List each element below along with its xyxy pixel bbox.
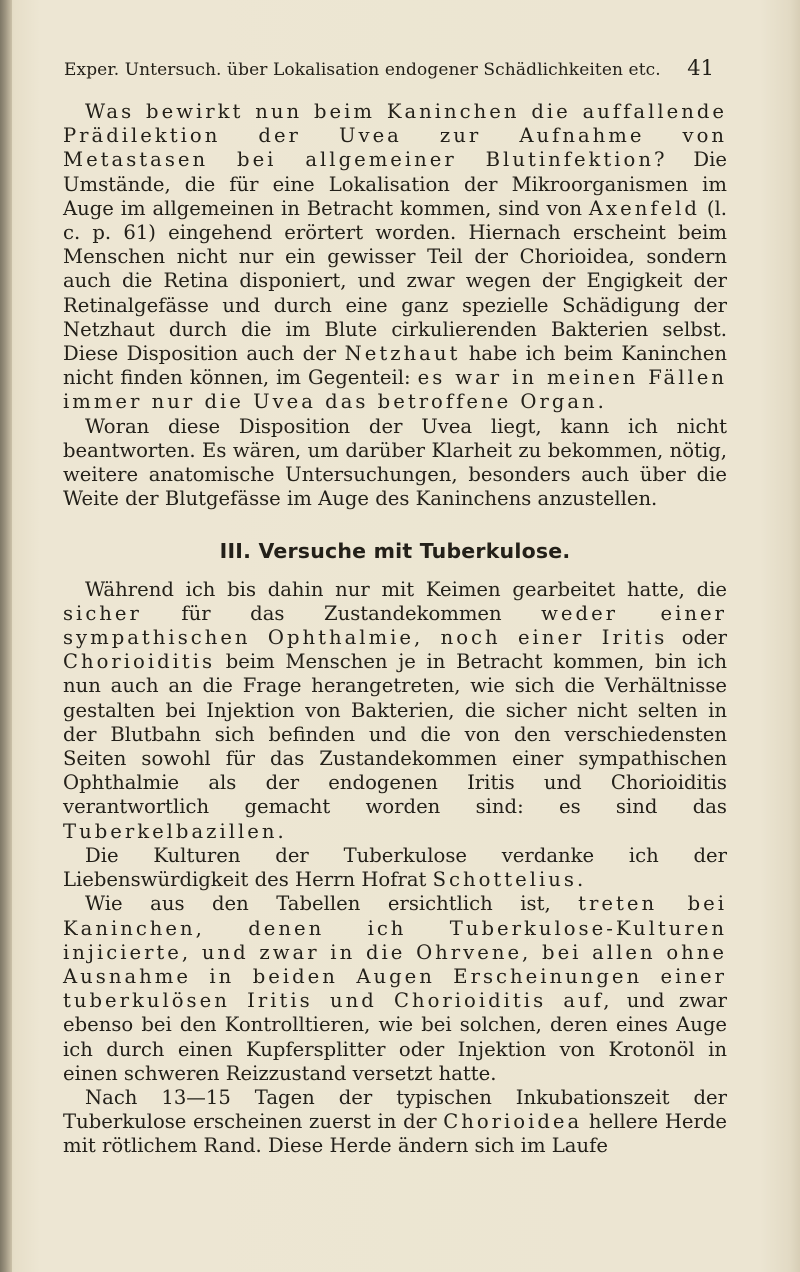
paragraph-5: [63, 892, 727, 1086]
page-header: [64, 56, 714, 90]
para1-text-c: habe ich beim Kaninchen nicht finden können, im Gegenteil:: [63, 342, 727, 390]
para3-spaced-c: Chorioiditis: [63, 650, 216, 674]
para6-text-a: Nach 13—15 Tagen der typischen Inkubationszeit der Tuberkulose erscheinen zuerst in der: [63, 1085, 727, 1134]
paragraph-2: Woran diese Disposition der Uvea liegt, kann ich nicht beantworten. Es wären, um darüber Klarheit zu bekommen, nötig, weitere anatomische Untersuchungen, besonders auch über die Weite der Blutgefässe im Auge des Kaninchens anzustellen.: [63, 414, 727, 511]
author-name-axenfeld: Axenfeld: [588, 196, 700, 220]
word-netzhaut: Netzhaut: [344, 342, 461, 366]
para1-text-a: Die Umstände, die für eine Lokalisation der Mikroorganismen im Auge im allgemeinen in Betracht kommen, sind von: [63, 148, 727, 220]
para4-text-a: Die Kulturen der Tuberkulose verdanke ich der Liebenswürdigkeit des Herrn Hofrat: [63, 843, 727, 892]
para3-text-c: oder: [667, 626, 728, 650]
author-name-schottelius: Schottelius.: [432, 868, 587, 892]
para5-text-b: und zwar ebenso bei den Kontrolltieren, wie bei solchen, deren eines Auge ich durch einen Kupfersplitter oder Injektion von Krotonöl in einen schweren Reizzustand versetzt hatte.: [63, 989, 727, 1085]
para6-text-b: hellere Herde mit rötlichem Rand. Diese Herde ändern sich im Laufe: [63, 1110, 728, 1158]
spaced-question: Was bewirkt nun beim Kaninchen die auffallende Prädilektion der Uvea zur Aufnahme von Metastasen bei allgemeiner Blutinfektion?: [63, 100, 727, 172]
paragraph-1: [63, 100, 727, 415]
body-text: [63, 100, 727, 1159]
para6-spaced-a: Chorioidea: [443, 1110, 583, 1134]
paragraph-4: [63, 844, 727, 892]
para3-text-d: beim Menschen je in Betracht kommen, bin ich nun auch an die Frage herangetreten, wie sich die Verhältnisse gestalten bei Injektion von Bakterien, die sicher nicht selten in der Blutbahn sich befinden und die von den verschiedensten Seiten sowohl für das Zustandekommen einer sympathischen Ophthalmie als der endogenen Iritis und Chorioiditis verantwortlich gemacht worden sind: es sind das: [63, 650, 727, 819]
para3-spaced-b: weder einer sympathischen Ophthalmie, noch einer Iritis: [63, 601, 727, 650]
paragraph-6: [63, 1086, 727, 1159]
para3-text-a: Während ich bis dahin nur mit Keimen gearbeitet hatte, die: [85, 577, 727, 601]
para1-text-b: (l. c. p. 61) eingehend erörtert worden. Hiernach erscheint beim Menschen nicht nur ein gewisser Teil der Chorioidea, sondern auch die Retina disponiert, und zwar wegen der Engigkeit der Retinalgefässe und durch eine ganz spezielle Schädigung der Netzhaut durch die im Blute cirkulierenden Bakterien selbst. Diese Disposition auch der: [63, 196, 727, 366]
spaced-uvea-statement: es war in meinen Fällen immer nur die Uvea das betroffene Organ.: [63, 366, 727, 414]
para5-text-a: Wie aus den Tabellen ersichtlich ist,: [85, 892, 579, 916]
para3-spaced-d: Tuberkelbazillen.: [63, 819, 287, 843]
section-heading: III. Versuche mit Tuberkulose.: [219, 539, 571, 564]
para3-text-b: für das Zustandekommen: [141, 601, 542, 625]
book-spine-shadow: [0, 0, 12, 1272]
para5-spaced-a: treten bei Kaninchen, denen ich Tuberkulose-Kulturen injicierte, und zwar in die Ohrvene, bei allen ohne Ausnahme in beiden Augen Erscheinungen einer tuberkulösen Iritis und Chorioiditis auf,: [63, 892, 727, 1013]
running-head: Exper. Untersuch. über Lokalisation endogener Schädlichkeiten etc.: [64, 60, 661, 80]
para3-spaced-a: sicher: [63, 601, 142, 625]
page-number: 41: [687, 56, 714, 80]
paragraph-3: [63, 578, 727, 844]
